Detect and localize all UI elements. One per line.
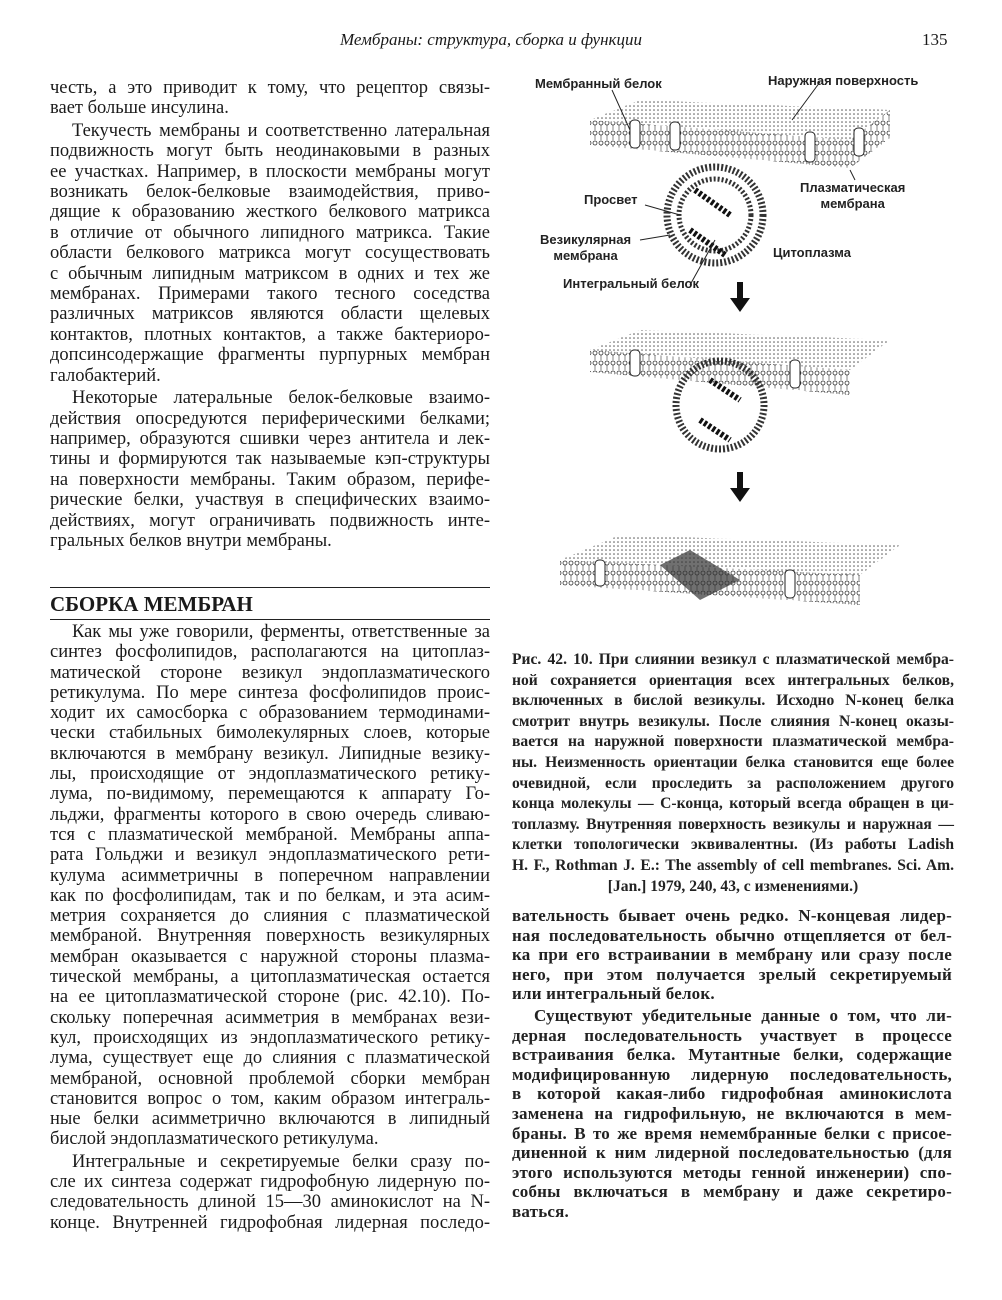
text-line: чески стабильных бимолекулярных слоев, которые	[50, 723, 490, 744]
text-line: гральных белков внутри мембраны.	[50, 530, 332, 551]
text-line: подвижность могут быть неодинаковыми в разных	[50, 141, 490, 162]
text-line: на поверхности мембраны. Таким образом, перифе-	[50, 469, 490, 490]
text-line: ходит их самосборка с образованием термодинами-	[50, 703, 490, 724]
paragraph	[50, 78, 490, 119]
text-line: сле их синтеза содержат гидрофобную лидерную по-	[50, 1172, 490, 1193]
text-line: вательность бывает очень редко. N-концевая лидер-	[512, 906, 952, 925]
paragraph	[50, 622, 490, 1150]
running-header-title: Мембраны: структура, сборка и функции	[340, 30, 642, 49]
text-line: синтез фосфолипидов, располагаются на цитоплаз-	[50, 642, 490, 663]
label-vesicular-membrane: Везикулярная мембрана	[540, 232, 632, 263]
text-line: на ее цитоплазматической стороне (рис. 42.10). По-	[50, 987, 490, 1008]
paragraph	[512, 906, 952, 1004]
text-line: матической стороне везикул эндоплазматического	[50, 662, 490, 683]
text-line: в которой какая-либо гидрофобная аминокислота	[512, 1084, 952, 1104]
plasma-membrane-3	[560, 535, 900, 605]
caption-line: топлазму. Внутренняя поверхность везикулы и наружная —	[512, 815, 954, 833]
arrow-down-icon	[730, 282, 750, 312]
text-line: с обычным липидным матриксом в одних и тех же	[50, 263, 490, 284]
caption-line: конца молекулы — С-конца, который всегда обращен в ци-	[512, 795, 954, 813]
text-line: контактов, плотных контактов, а также бактериоро-	[50, 324, 490, 345]
text-line: заменена на гидрофильную, не включаются в мем-	[512, 1103, 952, 1123]
label-outer-surface: Наружная поверхность	[768, 73, 919, 88]
text-line: лума, существует еще до слияния с плазматической	[50, 1048, 490, 1069]
paragraph	[50, 388, 490, 551]
text-line: становится вопрос о том, каким образом интеграль-	[50, 1088, 490, 1109]
caption-line: [Jan.] 1979, 240, 43, с изменениями.)	[607, 877, 859, 895]
vesicle-1	[640, 167, 763, 285]
text-line: в отличие от обычного липидного матрикса. Такие	[50, 222, 490, 243]
text-line: ее участках. Например, в плоскости мембраны могут	[50, 161, 490, 182]
text-line: рические белки, участвуя в специфических взаимо-	[50, 490, 490, 511]
text-line: дящие к образованию жесткого белкового матрикса	[50, 202, 490, 223]
text-line: Существуют убедительные данные о том, что ли-	[534, 1005, 952, 1025]
text-line: рата Гольджи и везикул эндоплазматического рети-	[50, 845, 490, 866]
caption-line: клетки топологически эквивалентны. (Из работы Ladish	[512, 836, 954, 854]
text-line: собны включаться в мембрану и даже секретиро-	[512, 1182, 952, 1202]
text-line: метрия сохраняется до слияния с плазматической	[50, 906, 490, 927]
text-line: скольку поперечная асимметрия в мембранах вези-	[50, 1007, 490, 1028]
label-membrane-protein: Мембранный белок	[535, 76, 662, 91]
text-line: бислой эндоплазматического ретикулума.	[50, 1129, 379, 1150]
plasma-membrane-1	[590, 82, 890, 180]
text-line: мембранах. Примерами такого тесного соседства	[50, 284, 490, 305]
text-line: диненной к ним лидерной последовательностью (для	[512, 1143, 952, 1163]
text-line: допсинсодержащие фрагменты пурпурных мембран	[50, 345, 490, 366]
text-line: действиях, могут ограничивать подвижность инте-	[50, 510, 490, 531]
caption-line: очевидной, если проследить за расположением другого	[512, 774, 954, 792]
text-line: модифицированную лидерную последовательность,	[512, 1064, 952, 1084]
text-line: мембран оказывается с наружной стороны плазма-	[50, 946, 490, 967]
caption-line: вается на наружной поверхности плазматической мембра-	[512, 733, 954, 751]
text-line: включаются в мембрану везикул. Липидные везику-	[50, 743, 490, 764]
caption-line: включенных в бислой везикулы. Исходно N-конец белка	[512, 692, 954, 710]
text-line: Как мы уже говорили, ферменты, ответственные за	[72, 622, 490, 642]
text-line: лы, происходящие от эндоплазматического ретику-	[50, 764, 490, 785]
text-line: него, при этом получается зрелый секретируемый	[512, 964, 952, 984]
left-column-top	[50, 78, 490, 551]
plasma-membrane-2	[590, 330, 890, 449]
page-number: 135	[922, 30, 948, 49]
label-integral-protein: Интегральный белок	[563, 276, 699, 291]
text-line: ка при его встраивании в мембрану или сразу после	[512, 945, 952, 965]
text-line: мембраной, основной проблемой сборки мембран	[50, 1068, 490, 1089]
text-line: этого используются методы генной инженерии) спо-	[512, 1162, 952, 1182]
text-line: тической мембраны, а цитоплазматическая остается	[50, 967, 490, 988]
text-line: встраивания белка. Мутантные белки, содержащие	[512, 1045, 952, 1065]
label-plasma-membrane: Плазматическая мембрана	[800, 180, 906, 211]
figure-caption	[512, 650, 954, 897]
text-line: льджи, фрагменты которого в свою очередь сливаю-	[50, 804, 490, 825]
caption-line: ной сохраняется ориентация всех интегральных белков,	[512, 671, 954, 689]
text-line: кул, происходящих из эндоплазматического ретику-	[50, 1027, 490, 1048]
caption-line: ны. Неизменность ориентации белка становится еще более	[512, 753, 954, 771]
text-line: как по фосфолипидам, так и по белкам, и эта асим-	[50, 885, 490, 906]
figure-membrane-fusion	[520, 60, 960, 640]
text-line: ные белки асимметрично включаются в липидный	[50, 1109, 490, 1130]
text-line: кулума асимметричны в поперечном направлении	[50, 865, 490, 886]
text-line: мембраной. Внутренняя поверхность везикулярных	[50, 926, 490, 947]
text-line: конце. Внутренней гидрофобная лидерная последо-	[50, 1212, 490, 1233]
text-line: ретикулума. По мере синтеза фосфолипидов проис-	[50, 682, 490, 703]
text-line: лума, по-видимому, перемещаются к аппарату Го-	[50, 784, 490, 805]
section-heading: СБОРКА МЕМБРАН	[50, 587, 490, 620]
text-line: ная последовательность обычно отщепляется от бел-	[512, 925, 952, 945]
text-line: дерная последовательность участвует в процессе	[512, 1025, 952, 1045]
left-column-bottom	[50, 622, 490, 1233]
text-line: честь, а это приводит к тому, что рецептор связы-	[50, 78, 490, 98]
right-column-text	[512, 906, 952, 1222]
text-line: тся с плазматической мембраной. Мембраны аппа-	[50, 824, 490, 845]
caption-line: Рис. 42. 10. При слиянии везикул с плазматической мембра-	[512, 651, 954, 668]
label-lumen: Просвет	[584, 192, 638, 207]
paragraph	[512, 1006, 952, 1222]
text-line: ваться.	[512, 1201, 569, 1221]
membrane-fusion-diagram	[520, 60, 960, 640]
text-line: возникать белок-белковые взаимодействия, приво-	[50, 182, 490, 203]
paragraph	[50, 1152, 490, 1233]
text-line: Текучесть мембраны и соответственно латеральная	[72, 120, 490, 141]
arrow-down-icon	[730, 472, 750, 502]
text-line: различных матриксов являются области щелевых	[50, 304, 490, 325]
text-line: браны. В то же время немембранные белки с присое-	[512, 1123, 952, 1143]
label-cytoplasm: Цитоплазма	[773, 245, 851, 260]
text-line: тины и формируются так называемые кэп-структуры	[50, 449, 490, 470]
text-line: следовательность длиной 15—30 аминокислот на N-	[50, 1192, 490, 1213]
text-line: или интегральный белок.	[512, 984, 715, 1004]
text-line: например, образуются сшивки через антитела и лек-	[50, 428, 490, 449]
text-line: действия опосредуются периферическими белками;	[50, 408, 490, 429]
text-line: вает больше инсулина.	[50, 98, 229, 119]
text-line: области белкового матрикса могут сосуществовать	[50, 243, 490, 264]
text-line: галобактерий.	[50, 365, 161, 386]
text-line: Некоторые латеральные белок-белковые взаимо-	[72, 388, 490, 409]
text-line: Интегральные и секретируемые белки сразу по-	[72, 1151, 490, 1172]
paragraph	[50, 121, 490, 386]
caption-line: H. F., Rothman J. E.: The assembly of cell membranes. Sci. Am.	[512, 856, 954, 874]
caption-line: смотрит внутрь везикулы. После слияния N-конец оказы-	[512, 712, 954, 730]
